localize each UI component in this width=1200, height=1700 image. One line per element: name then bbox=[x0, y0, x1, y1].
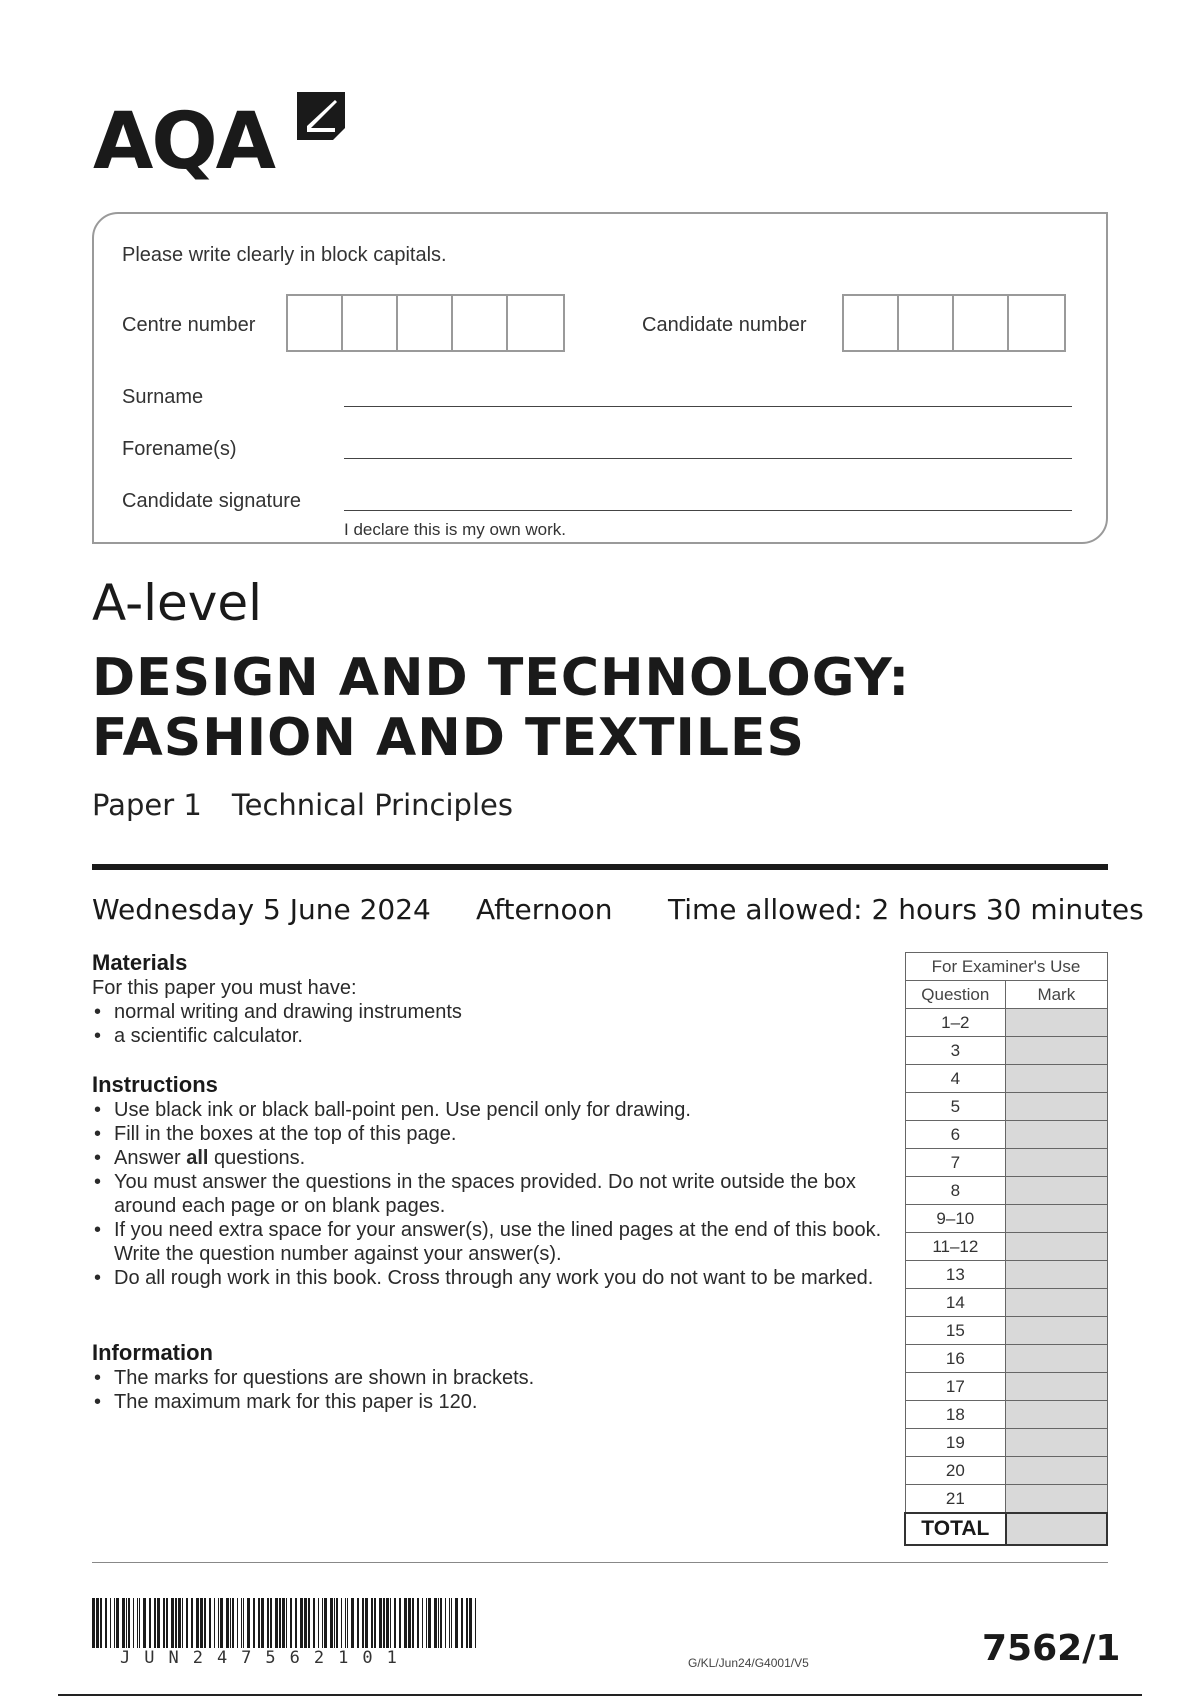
total-mark-cell[interactable] bbox=[1006, 1513, 1107, 1545]
exam-date: Wednesday 5 June 2024 bbox=[92, 893, 431, 926]
list-item: • You must answer the questions in the spaces provided. Do not write outside the box around each page or on blank pages. bbox=[92, 1170, 892, 1218]
table-row bbox=[905, 1345, 1107, 1373]
list-item: • Answer all questions. bbox=[92, 1146, 892, 1170]
barcode-bar bbox=[345, 1598, 346, 1648]
time-allowed: Time allowed: 2 hours 30 minutes bbox=[668, 893, 1144, 926]
barcode-bar bbox=[475, 1598, 476, 1648]
barcode-bar bbox=[122, 1598, 125, 1648]
centre-number-digit[interactable] bbox=[453, 296, 508, 350]
barcode-bar bbox=[390, 1598, 391, 1648]
barcode-number: JUN247562101 bbox=[120, 1648, 411, 1668]
question-number: 3 bbox=[905, 1037, 1006, 1065]
barcode-bar bbox=[126, 1598, 127, 1648]
centre-number-digit[interactable] bbox=[288, 296, 343, 350]
barcode-bar bbox=[304, 1598, 307, 1648]
barcode-bar bbox=[461, 1598, 463, 1648]
table-row bbox=[905, 1233, 1107, 1261]
question-number: 14 bbox=[905, 1289, 1006, 1317]
barcode-bar bbox=[186, 1598, 188, 1648]
table-row bbox=[905, 1009, 1107, 1037]
total-label: TOTAL bbox=[905, 1513, 1006, 1545]
table-row bbox=[905, 1121, 1107, 1149]
logo-text: AQA bbox=[93, 97, 275, 187]
barcode-bar bbox=[243, 1598, 244, 1648]
mark-cell[interactable] bbox=[1006, 1485, 1107, 1514]
paper-code: 7562/1 bbox=[982, 1628, 1121, 1669]
question-number: 21 bbox=[905, 1485, 1006, 1514]
qualification-level: A-level bbox=[92, 574, 263, 632]
barcode-bar bbox=[286, 1598, 287, 1648]
question-number: 16 bbox=[905, 1345, 1006, 1373]
barcode-bar bbox=[191, 1598, 193, 1648]
barcode-bar bbox=[275, 1598, 278, 1648]
barcode-bar bbox=[230, 1598, 231, 1648]
barcode-bar bbox=[143, 1598, 146, 1648]
list-item: • The maximum mark for this paper is 120. bbox=[92, 1390, 892, 1414]
barcode-bar bbox=[426, 1598, 427, 1648]
barcode-bar bbox=[114, 1598, 115, 1648]
barcode-bar bbox=[105, 1598, 107, 1648]
question-number: 7 bbox=[905, 1149, 1006, 1177]
candidate-number-digit[interactable] bbox=[954, 296, 1009, 350]
paper-reference: G/KL/Jun24/G4001/V5 bbox=[688, 1656, 809, 1670]
barcode-bar bbox=[247, 1598, 250, 1648]
centre-number-digit[interactable] bbox=[343, 296, 398, 350]
aqa-logo bbox=[93, 88, 363, 187]
barcode-bar bbox=[371, 1598, 373, 1648]
barcode-bar bbox=[149, 1598, 151, 1648]
barcode-bar bbox=[449, 1598, 450, 1648]
barcode-bar bbox=[110, 1598, 111, 1648]
barcode bbox=[92, 1598, 476, 1648]
barcode-bar bbox=[92, 1598, 95, 1648]
examiners-use-table bbox=[904, 952, 1108, 1546]
mark-cell[interactable] bbox=[1006, 1121, 1107, 1149]
barcode-bar bbox=[434, 1598, 437, 1648]
declaration-text: I declare this is my own work. bbox=[344, 520, 567, 539]
mark-cell[interactable] bbox=[1006, 1457, 1107, 1485]
barcode-bar bbox=[237, 1598, 238, 1648]
forenames-label: Forename(s) bbox=[122, 438, 237, 460]
barcode-bar bbox=[466, 1598, 468, 1648]
barcode-bar bbox=[182, 1598, 183, 1648]
barcode-bar bbox=[196, 1598, 199, 1648]
table-row bbox=[905, 1373, 1107, 1401]
candidate-number-boxes[interactable] bbox=[842, 294, 1066, 352]
mark-cell[interactable] bbox=[1006, 1065, 1107, 1093]
question-number: 5 bbox=[905, 1093, 1006, 1121]
barcode-bar bbox=[386, 1598, 389, 1648]
surname-field[interactable] bbox=[344, 406, 1072, 407]
barcode-bar bbox=[324, 1598, 327, 1648]
table-row bbox=[905, 1485, 1107, 1514]
barcode-bar bbox=[334, 1598, 335, 1648]
list-item: • Do all rough work in this book. Cross through any work you do not want to be marked. bbox=[92, 1266, 892, 1290]
list-item: • Use black ink or black ball-point pen. Use pencil only for drawing. bbox=[92, 1098, 892, 1122]
mark-cell[interactable] bbox=[1006, 1261, 1107, 1289]
barcode-bar bbox=[455, 1598, 458, 1648]
barcode-bar bbox=[175, 1598, 177, 1648]
barcode-bar bbox=[253, 1598, 255, 1648]
barcode-bar bbox=[279, 1598, 281, 1648]
question-number: 17 bbox=[905, 1373, 1006, 1401]
barcode-bar bbox=[438, 1598, 439, 1648]
mark-cell[interactable] bbox=[1006, 1149, 1107, 1177]
barcode-bar bbox=[100, 1598, 102, 1648]
barcode-bar bbox=[178, 1598, 181, 1648]
barcode-bar bbox=[341, 1598, 342, 1648]
materials-section bbox=[92, 950, 892, 1048]
mark-cell[interactable] bbox=[1006, 1177, 1107, 1205]
mark-cell[interactable] bbox=[1006, 1009, 1107, 1037]
barcode-bar bbox=[394, 1598, 396, 1648]
centre-number-digit[interactable] bbox=[398, 296, 453, 350]
instructions-section bbox=[92, 1072, 892, 1290]
table-row bbox=[905, 1177, 1107, 1205]
table-row bbox=[905, 1401, 1107, 1429]
candidate-number-digit[interactable] bbox=[899, 296, 954, 350]
paper-title bbox=[92, 788, 543, 822]
examiners-use-title: For Examiner's Use bbox=[905, 953, 1107, 981]
table-row bbox=[905, 1065, 1107, 1093]
barcode-bar bbox=[408, 1598, 411, 1648]
barcode-bar bbox=[226, 1598, 229, 1648]
subject-title-line-2: FASHION AND TEXTILES bbox=[92, 708, 805, 768]
barcode-bar bbox=[440, 1598, 442, 1648]
subject-title bbox=[92, 648, 910, 768]
table-row bbox=[905, 1205, 1107, 1233]
question-number: 18 bbox=[905, 1401, 1006, 1429]
barcode-bar bbox=[133, 1598, 134, 1648]
page-bottom-rule bbox=[58, 1694, 1142, 1696]
centre-number-digit[interactable] bbox=[508, 296, 563, 350]
barcode-bar bbox=[428, 1598, 431, 1648]
mark-cell[interactable] bbox=[1006, 1401, 1107, 1429]
table-row bbox=[905, 1429, 1107, 1457]
mark-cell[interactable] bbox=[1006, 1289, 1107, 1317]
signature-field[interactable] bbox=[344, 510, 1072, 511]
table-row bbox=[905, 1261, 1107, 1289]
aqa-logo-mark-icon bbox=[293, 88, 349, 144]
mark-cell[interactable] bbox=[1006, 1373, 1107, 1401]
barcode-bar bbox=[166, 1598, 168, 1648]
list-item: • If you need extra space for your answer(s), use the lined pages at the end of this book. Write the question number against your answer(s). bbox=[92, 1218, 892, 1266]
barcode-bar bbox=[336, 1598, 338, 1648]
barcode-bar bbox=[270, 1598, 272, 1648]
list-item: • Fill in the boxes at the top of this page. bbox=[92, 1122, 892, 1146]
table-row bbox=[905, 1457, 1107, 1485]
barcode-bar bbox=[308, 1598, 310, 1648]
barcode-bar bbox=[357, 1598, 359, 1648]
question-column-header: Question bbox=[905, 981, 1006, 1009]
barcode-bar bbox=[139, 1598, 140, 1648]
barcode-bar bbox=[267, 1598, 269, 1648]
barcode-bar bbox=[232, 1598, 234, 1648]
block-capitals-instruction: Please write clearly in block capitals. bbox=[122, 244, 447, 266]
barcode-bar bbox=[295, 1598, 297, 1648]
barcode-bar bbox=[399, 1598, 401, 1648]
barcode-bar bbox=[261, 1598, 264, 1648]
barcode-bar bbox=[313, 1598, 315, 1648]
barcode-bar bbox=[300, 1598, 303, 1648]
list-item: • a scientific calculator. bbox=[92, 1024, 892, 1048]
question-number: 4 bbox=[905, 1065, 1006, 1093]
exam-session: Afternoon bbox=[476, 893, 613, 926]
mark-cell[interactable] bbox=[1006, 1429, 1107, 1457]
table-row bbox=[905, 1093, 1107, 1121]
barcode-bar bbox=[330, 1598, 333, 1648]
table-row bbox=[905, 1289, 1107, 1317]
candidate-number-label: Candidate number bbox=[642, 314, 807, 336]
barcode-bar bbox=[383, 1598, 385, 1648]
question-number: 8 bbox=[905, 1177, 1006, 1205]
barcode-bar bbox=[157, 1598, 160, 1648]
barcode-bar bbox=[128, 1598, 130, 1648]
barcode-bar bbox=[422, 1598, 423, 1648]
mark-column-header: Mark bbox=[1006, 981, 1107, 1009]
barcode-bar bbox=[374, 1598, 376, 1648]
question-number: 6 bbox=[905, 1121, 1006, 1149]
footer-divider bbox=[92, 1562, 1108, 1563]
candidate-number-digit[interactable] bbox=[1009, 296, 1064, 350]
table-row bbox=[905, 1037, 1107, 1065]
barcode-bar bbox=[209, 1598, 211, 1648]
barcode-bar bbox=[412, 1598, 414, 1648]
question-number: 20 bbox=[905, 1457, 1006, 1485]
surname-label: Surname bbox=[122, 386, 204, 408]
list-item: • normal writing and drawing instruments bbox=[92, 1000, 892, 1024]
table-row bbox=[905, 1149, 1107, 1177]
mark-cell[interactable] bbox=[1006, 1037, 1107, 1065]
question-number: 15 bbox=[905, 1317, 1006, 1345]
barcode-bar bbox=[137, 1598, 138, 1648]
barcode-bar bbox=[322, 1598, 323, 1648]
mark-cell[interactable] bbox=[1006, 1205, 1107, 1233]
information-heading: Information bbox=[92, 1340, 213, 1365]
barcode-bar bbox=[163, 1598, 165, 1648]
barcode-bar bbox=[347, 1598, 348, 1648]
mark-cell[interactable] bbox=[1006, 1093, 1107, 1121]
barcode-bar bbox=[258, 1598, 260, 1648]
question-number: 9–10 bbox=[905, 1205, 1006, 1233]
question-number: 13 bbox=[905, 1261, 1006, 1289]
question-number: 1–2 bbox=[905, 1009, 1006, 1037]
barcode-bar bbox=[351, 1598, 354, 1648]
table-row bbox=[905, 1317, 1107, 1345]
barcode-bar bbox=[318, 1598, 319, 1648]
barcode-bar bbox=[171, 1598, 174, 1648]
barcode-bar bbox=[154, 1598, 156, 1648]
materials-heading: Materials bbox=[92, 950, 188, 975]
barcode-bar bbox=[220, 1598, 223, 1648]
information-section bbox=[92, 1340, 892, 1414]
barcode-bar bbox=[214, 1598, 215, 1648]
subject-title-line-1: DESIGN AND TECHNOLOGY: bbox=[92, 648, 911, 708]
mark-cell[interactable] bbox=[1006, 1317, 1107, 1345]
instructions-heading: Instructions bbox=[92, 1072, 218, 1097]
divider bbox=[92, 864, 1108, 870]
barcode-bar bbox=[469, 1598, 472, 1648]
question-number: 19 bbox=[905, 1429, 1006, 1457]
barcode-bar bbox=[290, 1598, 292, 1648]
barcode-bar bbox=[200, 1598, 203, 1648]
barcode-bar bbox=[241, 1598, 242, 1648]
centre-number-boxes[interactable] bbox=[286, 294, 565, 352]
mark-cell[interactable] bbox=[1006, 1233, 1107, 1261]
barcode-bar bbox=[404, 1598, 407, 1648]
barcode-bar bbox=[362, 1598, 364, 1648]
signature-label: Candidate signature bbox=[122, 490, 302, 512]
materials-intro: For this paper you must have: bbox=[92, 977, 357, 999]
barcode-bar bbox=[204, 1598, 206, 1648]
barcode-bar bbox=[218, 1598, 219, 1648]
barcode-bar bbox=[417, 1598, 419, 1648]
barcode-bar bbox=[282, 1598, 285, 1648]
forenames-field[interactable] bbox=[344, 458, 1072, 459]
barcode-bar bbox=[379, 1598, 382, 1648]
paper-number: Paper 1 bbox=[92, 788, 202, 822]
barcode-bar bbox=[451, 1598, 452, 1648]
total-row bbox=[905, 1513, 1107, 1545]
barcode-bar bbox=[96, 1598, 99, 1648]
paper-name: Technical Principles bbox=[231, 788, 513, 822]
centre-number-label: Centre number bbox=[122, 314, 256, 336]
mark-cell[interactable] bbox=[1006, 1345, 1107, 1373]
barcode-bar bbox=[365, 1598, 368, 1648]
question-number: 11–12 bbox=[905, 1233, 1006, 1261]
candidate-number-digit[interactable] bbox=[844, 296, 899, 350]
barcode-bar bbox=[445, 1598, 446, 1648]
barcode-bar bbox=[116, 1598, 119, 1648]
list-item: • The marks for questions are shown in brackets. bbox=[92, 1366, 892, 1390]
